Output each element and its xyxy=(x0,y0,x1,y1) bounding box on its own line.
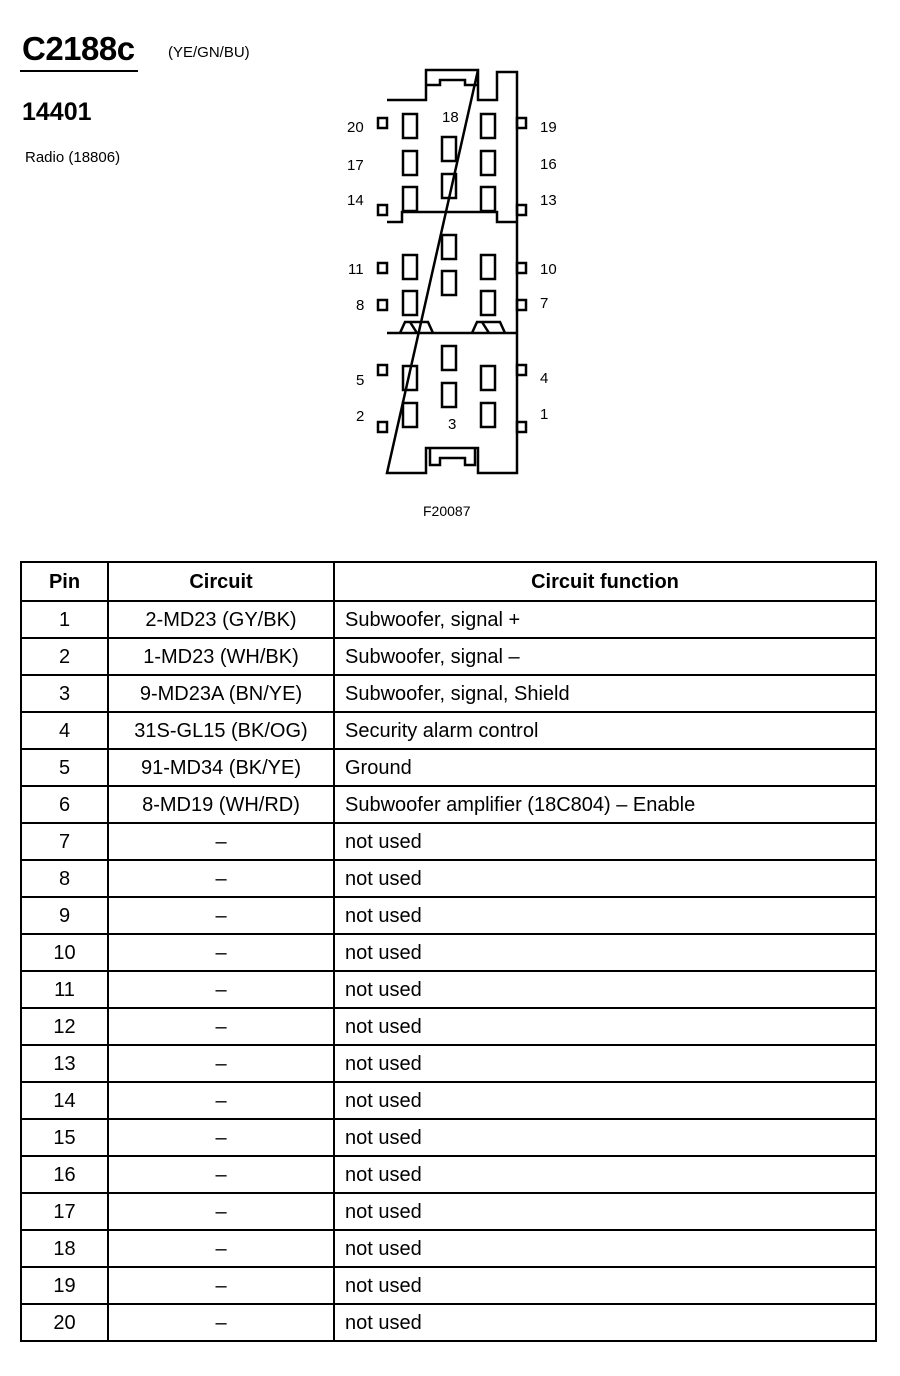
connector-face-diagram xyxy=(330,60,570,480)
function-cell: not used xyxy=(334,1193,876,1230)
function-cell: not used xyxy=(334,1156,876,1193)
pin-cell: 7 xyxy=(21,823,108,860)
table-row xyxy=(21,675,876,712)
pin-label-11: 11 xyxy=(348,261,364,278)
function-cell: not used xyxy=(334,1008,876,1045)
circuit-cell: 2-MD23 (GY/BK) xyxy=(108,601,334,638)
circuit-cell: 8-MD19 (WH/RD) xyxy=(108,786,334,823)
pin-label-3: 3 xyxy=(448,416,457,433)
table-row xyxy=(21,934,876,971)
pin-label-1: 1 xyxy=(540,406,549,423)
pin-cell: 18 xyxy=(21,1230,108,1267)
pin-label-18: 18 xyxy=(442,109,459,126)
pin-cell: 5 xyxy=(21,749,108,786)
table-row xyxy=(21,1008,876,1045)
circuit-cell: – xyxy=(108,1119,334,1156)
function-cell: Ground xyxy=(334,749,876,786)
table-row xyxy=(21,1304,876,1341)
bottom-key xyxy=(430,448,475,465)
pin-label-2: 2 xyxy=(356,408,365,425)
table-row xyxy=(21,897,876,934)
pin-cell: 17 xyxy=(21,1193,108,1230)
header-circuit-function: Circuit function xyxy=(334,562,876,601)
circuit-cell: – xyxy=(108,1008,334,1045)
circuit-cell: – xyxy=(108,1156,334,1193)
function-cell: not used xyxy=(334,971,876,1008)
title-underline xyxy=(20,70,138,72)
circuit-cell: – xyxy=(108,1193,334,1230)
circuit-cell: – xyxy=(108,1045,334,1082)
pin-label-17: 17 xyxy=(347,157,364,174)
pin-label-14: 14 xyxy=(347,192,364,209)
pin-label-13: 13 xyxy=(540,192,557,209)
pin-cell: 8 xyxy=(21,860,108,897)
pin-cell: 6 xyxy=(21,786,108,823)
pin-label-10: 10 xyxy=(540,261,557,278)
circuit-cell: – xyxy=(108,1304,334,1341)
circuit-cell: – xyxy=(108,823,334,860)
pin-cell: 11 xyxy=(21,971,108,1008)
table-body xyxy=(21,601,876,1341)
table-row xyxy=(21,1119,876,1156)
pin-cell: 19 xyxy=(21,1267,108,1304)
pinout-table xyxy=(20,561,877,1342)
table-row xyxy=(21,712,876,749)
pin-cell: 1 xyxy=(21,601,108,638)
pin-cell: 10 xyxy=(21,934,108,971)
function-cell: not used xyxy=(334,934,876,971)
table-row xyxy=(21,638,876,675)
pin-label-16: 16 xyxy=(540,156,557,173)
table-row xyxy=(21,1045,876,1082)
function-cell: not used xyxy=(334,1082,876,1119)
circuit-cell: – xyxy=(108,934,334,971)
section-divider-upper xyxy=(387,212,517,222)
function-cell: Subwoofer, signal + xyxy=(334,601,876,638)
pin-cell: 9 xyxy=(21,897,108,934)
table-row xyxy=(21,860,876,897)
table-row xyxy=(21,1156,876,1193)
table-row xyxy=(21,1082,876,1119)
pin-label-7: 7 xyxy=(540,295,549,312)
circuit-cell: 31S-GL15 (BK/OG) xyxy=(108,712,334,749)
circuit-cell: 1-MD23 (WH/BK) xyxy=(108,638,334,675)
pin-label-8: 8 xyxy=(356,297,365,314)
header-circuit: Circuit xyxy=(108,562,334,601)
connector-colors: (YE/GN/BU) xyxy=(168,44,250,61)
circuit-cell: – xyxy=(108,897,334,934)
pin-label-5: 5 xyxy=(356,372,365,389)
part-number: 14401 xyxy=(22,98,92,126)
table-header-row xyxy=(21,562,876,601)
figure-id: F20087 xyxy=(423,503,471,519)
function-cell: not used xyxy=(334,823,876,860)
circuit-cell: – xyxy=(108,1230,334,1267)
table-row xyxy=(21,1267,876,1304)
pin-cell: 4 xyxy=(21,712,108,749)
pin-cell: 14 xyxy=(21,1082,108,1119)
function-cell: Security alarm control xyxy=(334,712,876,749)
latch-teeth xyxy=(400,322,505,333)
pin-cell: 12 xyxy=(21,1008,108,1045)
circuit-cell: 9-MD23A (BN/YE) xyxy=(108,675,334,712)
pin-cell: 13 xyxy=(21,1045,108,1082)
function-cell: not used xyxy=(334,860,876,897)
table-row xyxy=(21,601,876,638)
pin-cell: 3 xyxy=(21,675,108,712)
function-cell: Subwoofer, signal – xyxy=(334,638,876,675)
table-row xyxy=(21,1230,876,1267)
function-cell: not used xyxy=(334,1304,876,1341)
pin-cavities xyxy=(403,114,495,427)
side-tabs xyxy=(378,118,526,432)
table-row xyxy=(21,823,876,860)
pin-label-19: 19 xyxy=(540,119,557,136)
function-cell: not used xyxy=(334,897,876,934)
table-row xyxy=(21,786,876,823)
table-row xyxy=(21,971,876,1008)
pin-cell: 15 xyxy=(21,1119,108,1156)
component-name: Radio (18806) xyxy=(25,149,121,166)
circuit-cell: – xyxy=(108,1082,334,1119)
pin-cell: 16 xyxy=(21,1156,108,1193)
function-cell: not used xyxy=(334,1119,876,1156)
circuit-cell: – xyxy=(108,860,334,897)
circuit-cell: – xyxy=(108,1267,334,1304)
function-cell: not used xyxy=(334,1045,876,1082)
circuit-cell: – xyxy=(108,971,334,1008)
pin-label-20: 20 xyxy=(347,119,364,136)
function-cell: not used xyxy=(334,1267,876,1304)
pin-cell: 2 xyxy=(21,638,108,675)
function-cell: not used xyxy=(334,1230,876,1267)
table-row xyxy=(21,749,876,786)
pin-cell: 20 xyxy=(21,1304,108,1341)
connector-id: C2188c xyxy=(22,30,135,67)
function-cell: Subwoofer amplifier (18C804) – Enable xyxy=(334,786,876,823)
pin-label-4: 4 xyxy=(540,370,549,387)
table-row xyxy=(21,1193,876,1230)
function-cell: Subwoofer, signal, Shield xyxy=(334,675,876,712)
circuit-cell: 91-MD34 (BK/YE) xyxy=(108,749,334,786)
header-pin: Pin xyxy=(21,562,108,601)
